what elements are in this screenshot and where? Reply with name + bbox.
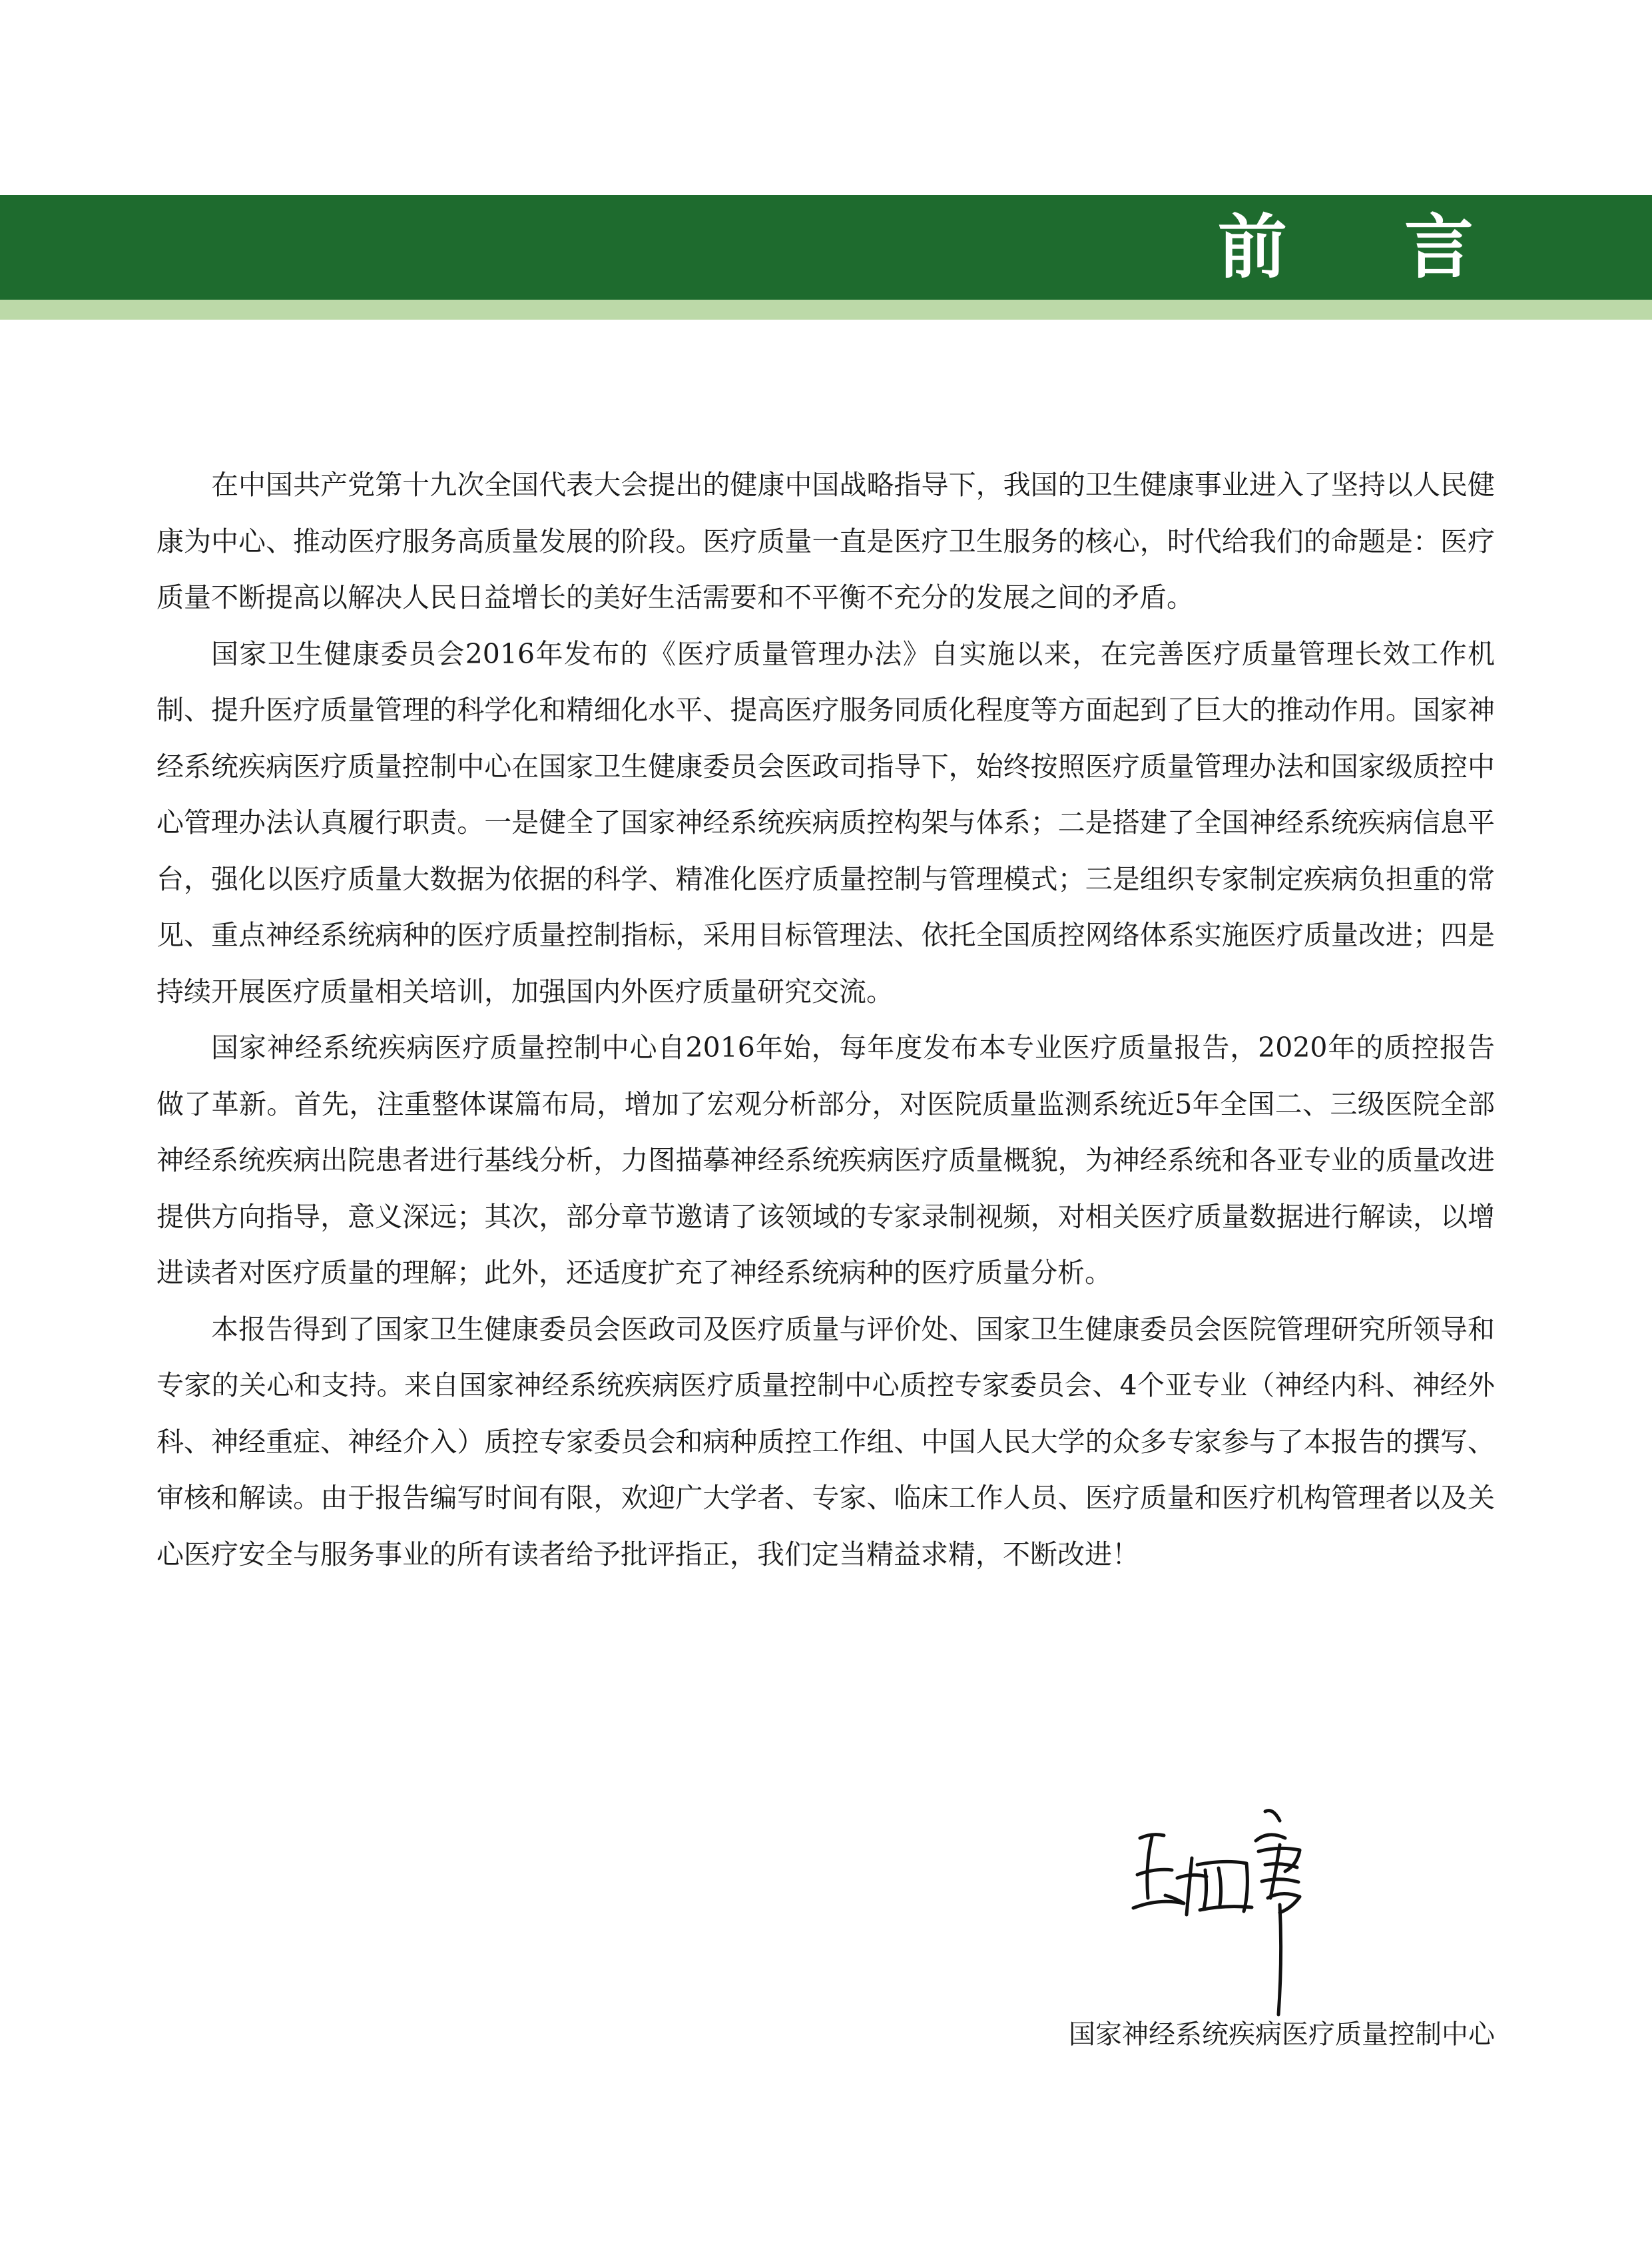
handwritten-signature-icon bbox=[1125, 1798, 1345, 2018]
page-title: 前 言 bbox=[1217, 206, 1520, 288]
preface-body bbox=[156, 457, 1495, 1582]
paragraph-1: 在中国共产党第十九次全国代表大会提出的健康中国战略指导下，我国的卫生健康事业进入了坚持以人民健康为中心、推动医疗服务高质量发展的阶段。医疗质量一直是医疗卫生服务的核心，时代给我们的命题是：医疗质量不断提高以解决人民日益增长的美好生活需要和不平衡不充分的发展之间的矛盾。 bbox=[156, 469, 1495, 613]
organization-name: 国家神经系统疾病医疗质量控制中心 bbox=[1069, 2019, 1495, 2050]
paragraph-2: 国家卫生健康委员会2016年发布的《医疗质量管理办法》自实施以来，在完善医疗质量管理长效工作机制、提升医疗质量管理的科学化和精细化水平、提高医疗服务同质化程度等方面起到了巨大的推动作用。国家神经系统疾病医疗质量控制中心在国家卫生健康委员会医政司指导下，始终按照医疗质量管理办法和国家级质控中心管理办法认真履行职责。一是健全了国家神经系统疾病质控构架与体系；二是搭建了全国神经系统疾病信息平台，强化以医疗质量大数据为依据的科学、精准化医疗质量控制与管理模式；三是组织专家制定疾病负担重的常见、重点神经系统病种的医疗质量控制指标，采用目标管理法、依托全国质控网络体系实施医疗质量改进；四是持续开展医疗质量相关培训，加强国内外医疗质量研究交流。 bbox=[156, 637, 1495, 1008]
paragraph-4: 本报告得到了国家卫生健康委员会医政司及医疗质量与评价处、国家卫生健康委员会医院管理研究所领导和专家的关心和支持。来自国家神经系统疾病医疗质量控制中心质控专家委员会、4个亚专业（神经内科、神经外科、神经重症、神经介入）质控专家委员会和病种质控工作组、中国人民大学的众多专家参与了本报告的撰写、审核和解读。由于报告编写时间有限，欢迎广大学者、专家、临床工作人员、医疗质量和医疗机构管理者以及关心医疗安全与服务事业的所有读者给予批评指正，我们定当精益求精，不断改进！ bbox=[156, 1313, 1495, 1570]
paragraph-3: 国家神经系统疾病医疗质量控制中心自2016年始，每年度发布本专业医疗质量报告，2020年的质控报告做了革新。首先，注重整体谋篇布局，增加了宏观分析部分，对医院质量监测系统近5年全国二、三级医院全部神经系统疾病出院患者进行基线分析，力图描摹神经系统疾病医疗质量概貌，为神经系统和各亚专业的质量改进提供方向指导，意义深远；其次，部分章节邀请了该领域的专家录制视频，对相关医疗质量数据进行解读，以增进读者对医疗质量的理解；此外，还适度扩充了神经系统病种的医疗质量分析。 bbox=[156, 1032, 1495, 1289]
header-accent-stripe bbox=[0, 300, 1652, 320]
